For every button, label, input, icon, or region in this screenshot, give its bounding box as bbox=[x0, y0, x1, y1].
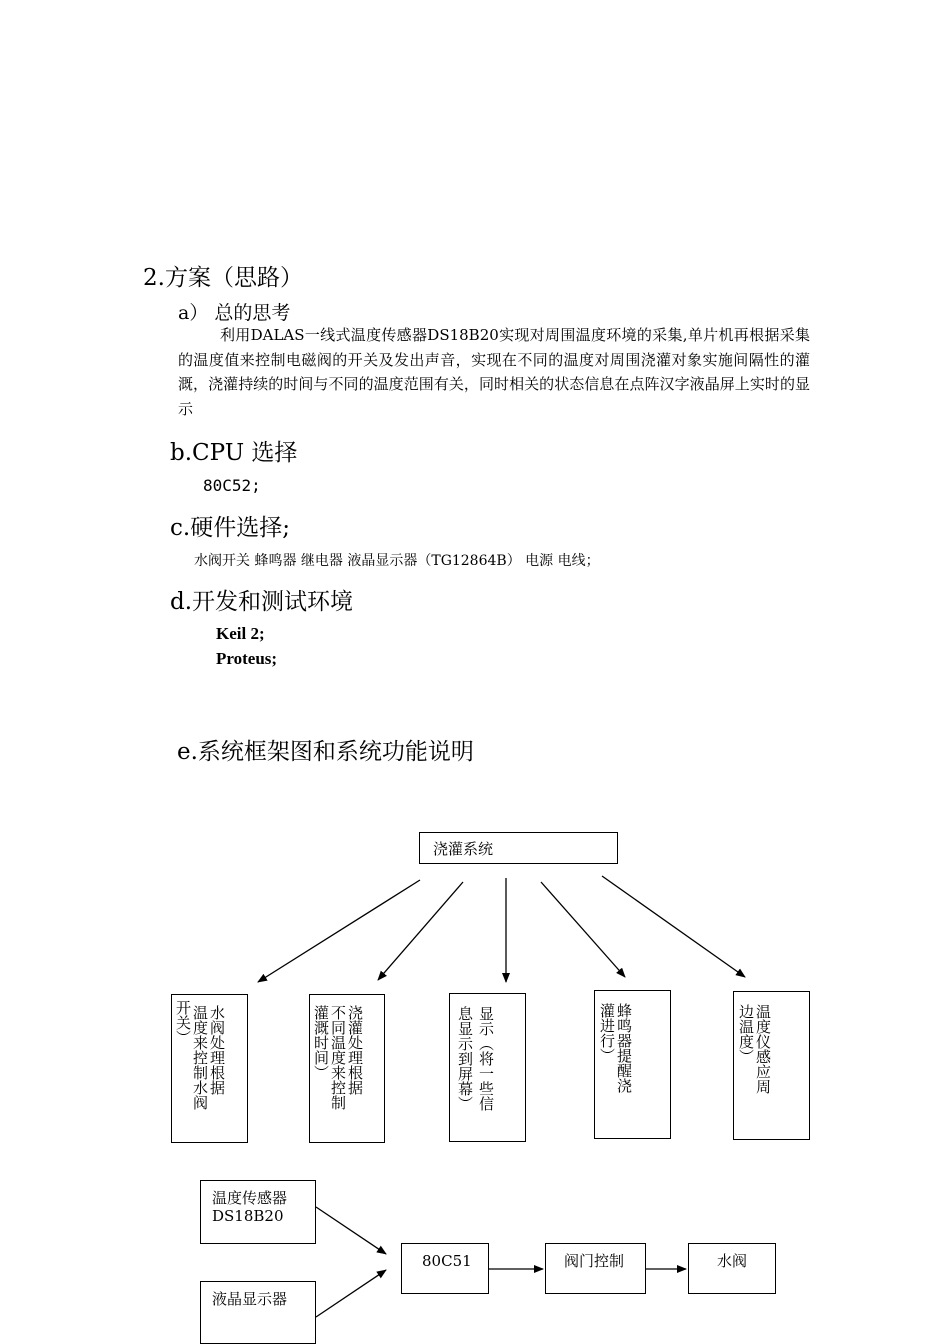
lcd-box bbox=[200, 1281, 316, 1344]
sensor-box bbox=[200, 1180, 316, 1244]
root-label: 浇灌系统 bbox=[433, 840, 494, 858]
arrow-sensor-to-mcu bbox=[316, 1207, 386, 1254]
cpu-value: 80C52; bbox=[203, 476, 261, 495]
child-col: 温度来控制水阀 bbox=[191, 1005, 209, 1110]
child-col: 水阀处理根据 bbox=[208, 1005, 226, 1095]
child-col: 蜂鸣器提醒浇 bbox=[615, 1003, 633, 1093]
child-col: 灌溉时间） bbox=[312, 1005, 330, 1080]
child-col: 浇灌处理根据 bbox=[346, 1005, 364, 1095]
child-col: 灌进行） bbox=[598, 1003, 616, 1063]
subsection-e-heading: e.系统框架图和系统功能说明 bbox=[177, 739, 474, 765]
child-box-valve bbox=[171, 994, 248, 1143]
valve-control-label: 阀门控制 bbox=[564, 1252, 625, 1270]
subsection-a-heading: a） 总的思考 bbox=[178, 302, 291, 324]
arrow-to-irrigation-box bbox=[378, 882, 463, 980]
arrow-to-sensor-box bbox=[602, 876, 745, 977]
sensor-label: 温度传感器 DS18B20 bbox=[212, 1189, 288, 1225]
child-col: 息显示到屏幕） bbox=[456, 1006, 474, 1111]
overview-paragraph: 利用DALAS一线式温度传感器DS18B20实现对周围温度环境的采集,单片机再根据采集的温度值来控制电磁阀的开关及发出声音，实现在不同的温度对周围浇灌对象实施间隔性的灌溉，浇灌持续的时间与不同的温度范围有关，同时相关的状态信息在点阵汉字液晶屏上实时的显示 bbox=[178, 326, 810, 418]
subsection-d-heading: d.开发和测试环境 bbox=[170, 589, 354, 615]
subsection-c-heading: c.硬件选择; bbox=[170, 515, 290, 541]
child-col: 不同温度来控制 bbox=[329, 1005, 347, 1110]
valve-box bbox=[688, 1243, 776, 1294]
valve-label: 水阀 bbox=[717, 1252, 748, 1270]
valve-control-box bbox=[545, 1243, 646, 1294]
child-col: 开关） bbox=[174, 1000, 192, 1045]
env-item-keil: Keil 2; bbox=[216, 624, 265, 643]
hardware-list: 水阀开关 蜂鸣器 继电器 液晶显示器（TG12864B） 电源 电线； bbox=[194, 553, 600, 569]
subsection-b-heading: b.CPU 选择 bbox=[170, 440, 298, 466]
arrow-to-valve-box bbox=[258, 880, 420, 982]
child-box-display bbox=[449, 993, 526, 1142]
lcd-label: 液晶显示器 bbox=[212, 1290, 288, 1308]
root-box bbox=[419, 832, 618, 864]
arrow-to-buzzer-box bbox=[541, 882, 625, 977]
section-heading: 2.方案（思路） bbox=[143, 265, 303, 291]
child-col: 显示（将一些信 bbox=[477, 1006, 495, 1111]
child-col: 温度仪感应周 bbox=[754, 1004, 772, 1094]
mcu-label: 80C51 bbox=[422, 1252, 472, 1270]
child-col: 边温度） bbox=[737, 1004, 755, 1064]
child-box-sensor bbox=[733, 991, 810, 1140]
mcu-box bbox=[401, 1243, 489, 1294]
env-item-proteus: Proteus; bbox=[216, 649, 278, 668]
child-box-irrigation bbox=[309, 994, 385, 1143]
arrow-lcd-to-mcu bbox=[316, 1270, 386, 1317]
child-box-buzzer bbox=[594, 990, 671, 1139]
